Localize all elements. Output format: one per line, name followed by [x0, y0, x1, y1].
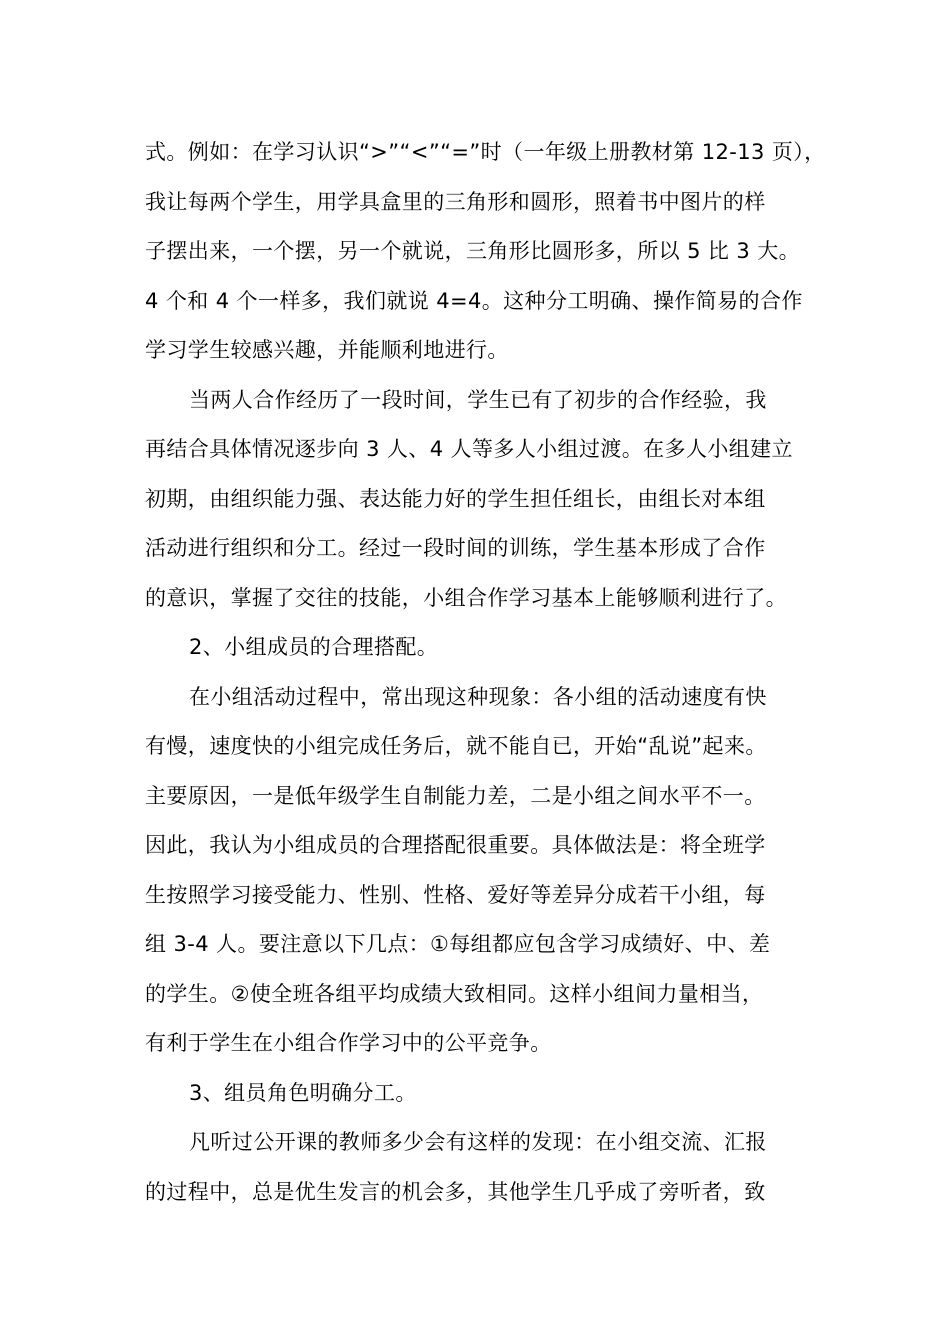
paragraph-start-line: 当两人合作经历了一段时间，学生已有了初步的合作经验，我: [189, 387, 767, 412]
text-line: 生按照学习接受能力、性别、性格、爱好等差异分成若干小组，每: [145, 882, 766, 907]
section-heading-2: 2、小组成员的合理搭配。: [189, 635, 439, 659]
text-line: 学习学生较感兴趣，并能顺利地进行。: [145, 338, 509, 362]
text-line: 有利于学生在小组合作学习中的公平竞争。: [145, 1031, 552, 1055]
text-line: 4 个和 4 个一样多，我们就说 4=4。这种分工明确、操作简易的合作: [145, 288, 803, 313]
text-line: 组 3-4 人。要注意以下几点：①每组都应包含学习成绩好、中、差: [145, 932, 771, 956]
text-line: 式。例如：在学习认识“>”“<”“=”时（一年级上册教材第 12-13 页），: [145, 140, 826, 164]
text-line: 再结合具体情况逐步向 3 人、4 人等多人小组过渡。在多人小组建立: [145, 437, 793, 461]
body-text: [145, 128, 845, 1217]
text-line: 因此，我认为小组成员的合理搭配很重要。具体做法是：将全班学: [145, 833, 766, 857]
paragraph-start-line: 在小组活动过程中，常出现这种现象：各小组的活动速度有快: [189, 684, 767, 709]
text-line: 初期，由组织能力强、表达能力好的学生担任组长，由组长对本组: [145, 486, 766, 511]
text-line: 子摆出来，一个摆，另一个就说，三角形比圆形多，所以 5 比 3 大。: [145, 239, 801, 263]
text-line: 的意识，掌握了交往的技能，小组合作学习基本上能够顺利进行了。: [145, 585, 787, 610]
paragraph-start-line: 凡听过公开课的教师多少会有这样的发现：在小组交流、汇报: [189, 1130, 767, 1154]
text-line: 我让每两个学生，用学具盒里的三角形和圆形，照着书中图片的样: [145, 189, 766, 214]
text-line: 的学生。②使全班各组平均成绩大致相同。这样小组间力量相当，: [145, 981, 764, 1006]
section-heading-3: 3、组员角色明确分工。: [189, 1080, 417, 1105]
text-line: 主要原因，一是低年级学生自制能力差，二是小组之间水平不一。: [145, 783, 766, 808]
text-line: 有慢，速度快的小组完成任务后，就不能自已，开始“乱说”起来。: [145, 734, 767, 758]
text-line: 活动进行组织和分工。经过一段时间的训练，学生基本形成了合作: [145, 536, 766, 560]
text-line: 的过程中，总是优生发言的机会多，其他学生几乎成了旁听者，致: [145, 1179, 766, 1204]
